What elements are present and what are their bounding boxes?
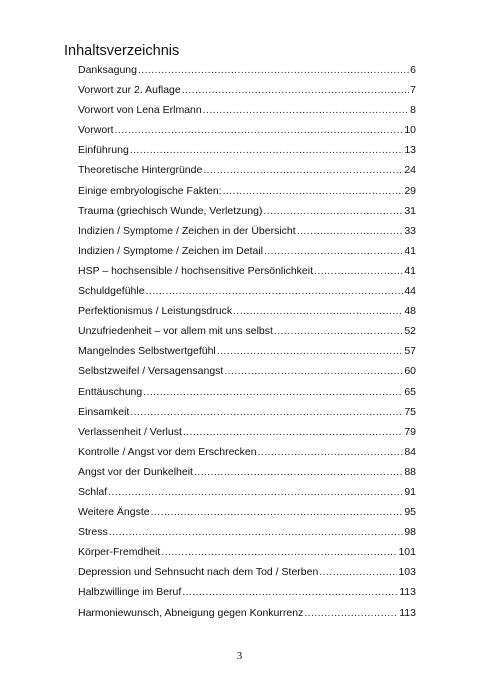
toc-entry-page-number: 75: [404, 405, 416, 418]
toc-entry-label: Verlassenheit / Verlust: [78, 425, 182, 438]
toc-entry-leader-dots: [130, 144, 404, 156]
toc-entry: [78, 64, 416, 84]
toc-entry-label: Indizien / Symptome / Zeichen in der Übersicht: [78, 224, 296, 237]
toc-entry-label: Perfektionismus / Leistungsdruck: [78, 305, 233, 318]
toc-entry-label: Danksagung: [78, 64, 137, 76]
toc-entry-page-number: 41: [404, 244, 416, 257]
toc-entry-page-number: 52: [404, 325, 416, 338]
toc-entry-page-number: 57: [404, 345, 416, 358]
toc-entry-page-number: 44: [404, 285, 416, 298]
toc-entry-leader-dots: [161, 546, 397, 558]
toc-entry-label: Vorwort von Lena Erlmann: [78, 104, 202, 117]
toc-entry-page-number: 84: [404, 445, 416, 458]
toc-entry-page-number: 98: [404, 526, 416, 539]
toc-entry: [78, 265, 416, 285]
toc-entry: [78, 185, 416, 205]
toc-entry-page-number: 113: [399, 586, 416, 599]
toc-entry-label: Enttäuschung: [78, 385, 143, 398]
toc-entry: [78, 104, 416, 124]
toc-entry-label: Kontrolle / Angst vor dem Erschrecken: [78, 445, 257, 458]
toc-entry-leader-dots: [146, 285, 404, 297]
toc-entry-page-number: 13: [404, 144, 416, 157]
toc-entry-leader-dots: [258, 446, 404, 458]
toc-entry-leader-dots: [183, 426, 403, 438]
toc-entry: [78, 566, 416, 586]
toc-entry-label: Theoretische Hintergründe: [78, 164, 203, 177]
toc-entry-leader-dots: [297, 225, 404, 237]
toc-entry-leader-dots: [263, 205, 403, 217]
toc-entry: [78, 205, 416, 225]
toc-entry-label: Halbzwillinge im Beruf: [78, 586, 182, 599]
toc-entry-page-number: 101: [398, 546, 416, 559]
toc-entry-page-number: 10: [404, 124, 416, 137]
toc-entry-label: Angst vor der Dunkelheit: [78, 465, 193, 478]
toc-entry-label: Weitere Ängste: [78, 506, 150, 519]
toc-entry-leader-dots: [264, 245, 403, 257]
toc-entry-leader-dots: [223, 185, 404, 197]
toc-entry-leader-dots: [203, 104, 409, 116]
toc-entry: [78, 546, 416, 566]
toc-list: [78, 64, 416, 627]
toc-entry-leader-dots: [274, 325, 403, 337]
toc-entry-page-number: 7: [410, 84, 416, 97]
toc-entry-label: Stress: [78, 526, 108, 539]
page-number: 3: [236, 650, 243, 662]
toc-entry-leader-dots: [138, 64, 409, 76]
toc-entry-page-number: 29: [404, 184, 416, 197]
toc-entry: [78, 386, 416, 406]
toc-entry: [78, 486, 416, 506]
toc-entry-label: Unzufriedenheit – vor allem mit uns selbst: [78, 325, 273, 338]
toc-entry-label: Einführung: [78, 144, 129, 157]
toc-entry-leader-dots: [314, 265, 403, 277]
toc-entry-leader-dots: [319, 566, 397, 578]
toc-entry: [78, 466, 416, 486]
toc-entry-leader-dots: [108, 486, 403, 498]
toc-entry-leader-dots: [233, 305, 403, 317]
toc-entry: [78, 325, 416, 345]
toc-entry-leader-dots: [182, 586, 398, 598]
toc-entry-label: Indizien / Symptome / Zeichen im Detail: [78, 244, 263, 257]
toc-entry-leader-dots: [217, 345, 404, 357]
toc-entry: [78, 526, 416, 546]
toc-entry: [78, 144, 416, 164]
toc-entry-leader-dots: [115, 124, 404, 136]
toc-entry: [78, 446, 416, 466]
toc-entry-label: HSP – hochsensible / hochsensitive Persönlichkeit: [78, 264, 314, 277]
toc-entry-page-number: 95: [404, 506, 416, 519]
toc-entry-label: Körper-Fremdheit: [78, 546, 161, 559]
toc-entry-label: Schuldgefühle: [78, 285, 145, 298]
toc-entry: [78, 506, 416, 526]
toc-entry-label: Einsamkeit: [78, 405, 130, 418]
toc-entry-label: Trauma (griechisch Wunde, Verletzung): [78, 204, 263, 217]
toc-entry: [78, 285, 416, 305]
toc-entry-page-number: 8: [410, 104, 416, 117]
toc-entry: [78, 225, 416, 245]
toc-entry: [78, 586, 416, 606]
toc-entry-label: Selbstzweifel / Versagensangst: [78, 365, 224, 378]
toc-entry-label: Schlaf: [78, 485, 108, 498]
toc-entry-page-number: 31: [404, 204, 416, 217]
toc-entry: [78, 426, 416, 446]
toc-entry-page-number: 33: [404, 224, 416, 237]
toc-entry: [78, 365, 416, 385]
toc-entry-page-number: 60: [404, 365, 416, 378]
toc-entry-page-number: 48: [404, 305, 416, 318]
toc-entry-leader-dots: [151, 506, 404, 518]
toc-entry-page-number: 65: [404, 385, 416, 398]
toc-entry-page-number: 24: [404, 164, 416, 177]
toc-entry: [78, 607, 416, 627]
toc-entry: [78, 305, 416, 325]
toc-title: Inhaltsverzeichnis: [64, 43, 180, 59]
toc-entry-leader-dots: [194, 466, 403, 478]
toc-entry-leader-dots: [130, 406, 403, 418]
toc-entry: [78, 406, 416, 426]
toc-entry: [78, 84, 416, 104]
toc-entry-page-number: 6: [410, 64, 416, 76]
toc-entry-label: Depression und Sehnsucht nach dem Tod / Sterben: [78, 566, 319, 579]
toc-entry-leader-dots: [182, 84, 409, 96]
toc-entry-leader-dots: [143, 386, 403, 398]
toc-entry-page-number: 88: [404, 465, 416, 478]
toc-entry-page-number: 103: [398, 566, 416, 579]
toc-entry-label: Einige embryologische Fakten:: [78, 184, 222, 197]
toc-entry-page-number: 79: [404, 425, 416, 438]
toc-entry-page-number: 91: [404, 485, 416, 498]
toc-entry: [78, 345, 416, 365]
toc-entry-page-number: 113: [399, 606, 416, 619]
toc-entry-label: Mangelndes Selbstwertgefühl: [78, 345, 216, 358]
toc-entry: [78, 124, 416, 144]
toc-entry-leader-dots: [109, 526, 404, 538]
toc-entry: [78, 164, 416, 184]
toc-entry-label: Vorwort zur 2. Auflage: [78, 84, 181, 97]
toc-entry-label: Harmoniewunsch, Abneigung gegen Konkurrenz: [78, 606, 304, 619]
toc-entry-page-number: 41: [404, 264, 416, 277]
toc-entry-leader-dots: [304, 607, 398, 619]
toc-entry-leader-dots: [203, 164, 403, 176]
toc-entry-leader-dots: [224, 365, 403, 377]
toc-entry-label: Vorwort: [78, 124, 114, 137]
toc-entry: [78, 245, 416, 265]
